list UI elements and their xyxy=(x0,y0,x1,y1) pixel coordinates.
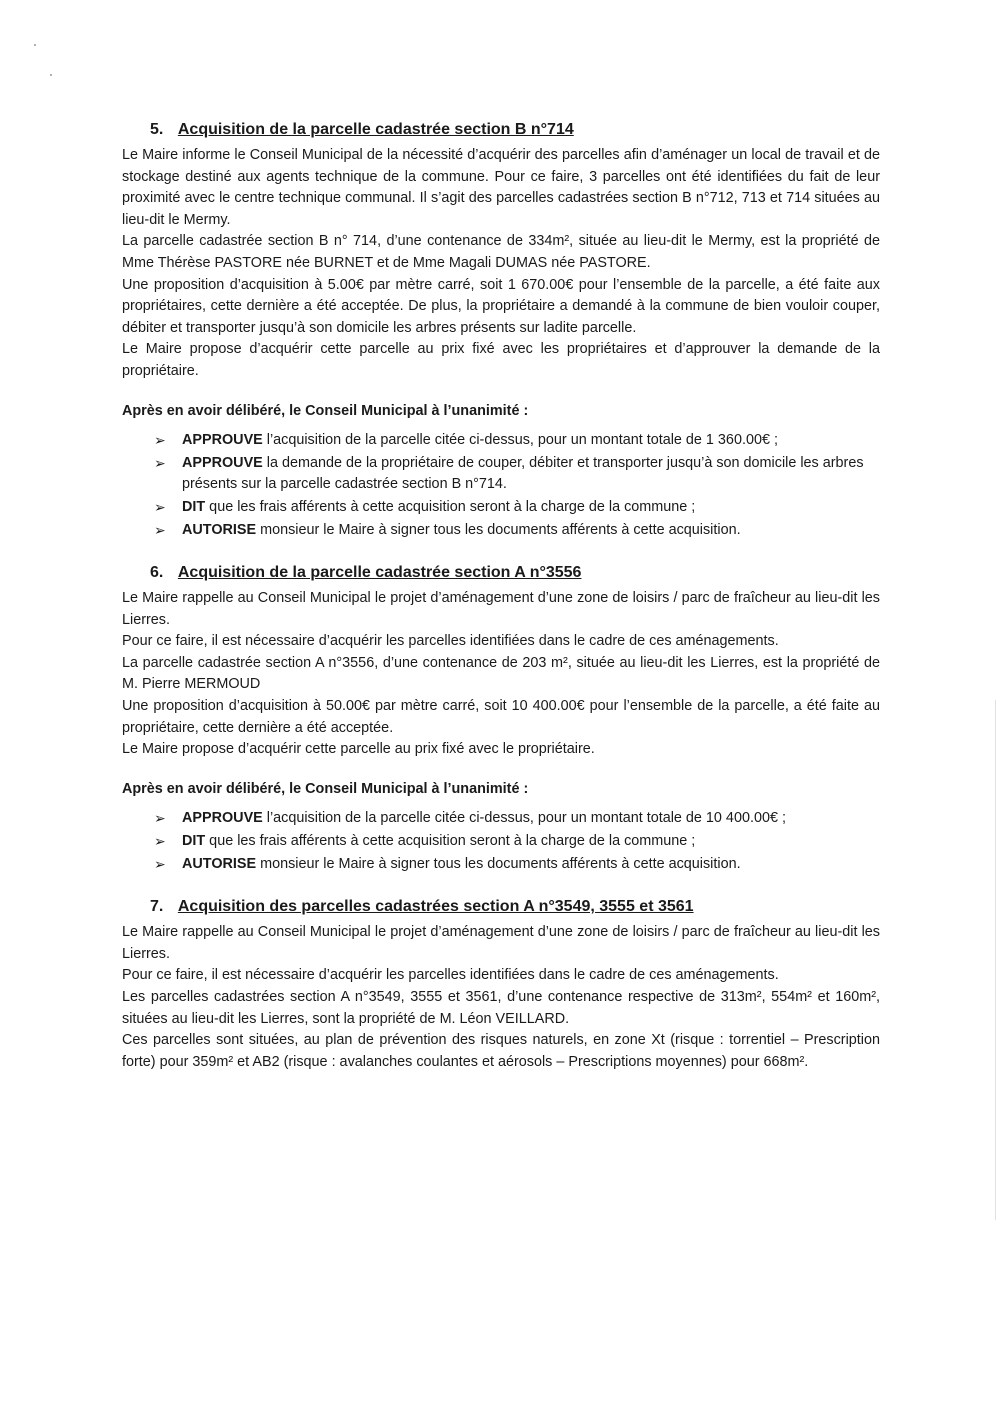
decision-verb: APPROUVE xyxy=(182,810,263,827)
decision-text: que les frais afférents à cette acquisition seront à la charge de la commune ; xyxy=(205,498,696,515)
section-7 xyxy=(122,895,880,1073)
section-heading: Acquisition des parcelles cadastrées section A n°3549, 3555 et 3561 xyxy=(177,898,694,916)
deliberation-heading: Après en avoir délibéré, le Conseil Municipal à l’unanimité : xyxy=(122,402,529,419)
scan-edge xyxy=(995,700,996,1220)
paragraph: Le Maire propose d’acquérir cette parcelle au prix fixé avec le propriétaire. xyxy=(122,741,595,758)
arrow-bullet-icon: ➢ xyxy=(154,833,166,850)
decision-list xyxy=(122,430,880,541)
paragraph: Une proposition d’acquisition à 50.00€ par mètre carré, soit 10 400.00€ pour l’ensemble de la parcelle, a été faite au propriétaire, cette dernière a été acceptée. xyxy=(122,698,880,736)
decision-verb: AUTORISE xyxy=(182,855,257,872)
paragraph: Le Maire rappelle au Conseil Municipal le projet d’aménagement d’une zone de loisirs / parc de fraîcheur au lieu-dit les Lierres. xyxy=(122,590,880,628)
paragraph: Une proposition d’acquisition à 5.00€ par mètre carré, soit 1 670.00€ pour l’ensemble de la parcelle, a été faite aux propriétaires, cette dernière a été acceptée. De plus, la propriétaire a demandé à la commune de bien vouloir couper, débiter et transporter jusqu’à son domicile les arbres présents sur ladite parcelle. xyxy=(122,276,880,336)
paragraph: Les parcelles cadastrées section A n°3549, 3555 et 3561, d’une contenance respective de 313m², 554m² et 160m², situées au lieu-dit les Lierres, sont la propriété de M. Léon VEILLARD. xyxy=(122,989,880,1027)
arrow-bullet-icon: ➢ xyxy=(154,432,166,449)
scan-speck xyxy=(50,74,52,76)
decision-item xyxy=(122,854,880,876)
decision-item xyxy=(122,831,880,853)
paragraph: Le Maire informe le Conseil Municipal de la nécessité d’acquérir des parcelles afin d’aménager un local de travail et de stockage destiné aux agents technique de la commune. Pour ce faire, 3 parcelles ont été identifiées du fait de leur proximité avec le centre technique communal. Il s’agit des parcelles cadastrées section B n°712, 713 et 714 situées au lieu-dit le Mermy. xyxy=(122,147,880,228)
section-title xyxy=(150,561,880,585)
paragraph: La parcelle cadastrée section B n° 714, d’une contenance de 334m², située au lieu-dit le Mermy, est la propriété de Mme Thérèse PASTORE née BURNET et de Mme Magali DUMAS née PASTORE. xyxy=(122,233,880,271)
decision-text: l’acquisition de la parcelle citée ci-dessus, pour un montant totale de 10 400.00€ ; xyxy=(262,810,786,827)
arrow-bullet-icon: ➢ xyxy=(154,454,166,471)
arrow-bullet-icon: ➢ xyxy=(154,810,166,827)
decision-verb: APPROUVE xyxy=(182,454,263,471)
paragraph: Pour ce faire, il est nécessaire d’acquérir les parcelles identifiées dans le cadre de ces aménagements. xyxy=(122,633,779,650)
paragraph: Le Maire propose d’acquérir cette parcelle au prix fixé avec les propriétaires et d’approuver la demande de la propriétaire. xyxy=(122,341,880,379)
decision-item xyxy=(122,453,880,496)
decision-item xyxy=(122,520,880,542)
section-number: 5. xyxy=(150,121,164,138)
section-number: 7. xyxy=(150,898,164,916)
section-number: 6. xyxy=(150,564,164,582)
decision-verb: DIT xyxy=(182,833,206,850)
section-title xyxy=(150,118,880,142)
document-body xyxy=(122,118,880,1093)
arrow-bullet-icon: ➢ xyxy=(154,498,166,515)
arrow-bullet-icon: ➢ xyxy=(154,855,166,872)
decision-text: monsieur le Maire à signer tous les documents afférents à cette acquisition. xyxy=(256,521,741,538)
decision-item xyxy=(122,497,880,519)
decision-verb: APPROUVE xyxy=(182,432,263,449)
section-title xyxy=(150,895,880,919)
section-6 xyxy=(122,561,880,875)
decision-text: l’acquisition de la parcelle citée ci-dessus, pour un montant totale de 1 360.00€ ; xyxy=(262,432,778,449)
paragraph: Pour ce faire, il est nécessaire d’acquérir les parcelles identifiées dans le cadre de ces aménagements. xyxy=(122,967,779,984)
decision-verb: AUTORISE xyxy=(182,521,257,538)
decision-text: monsieur le Maire à signer tous les documents afférents à cette acquisition. xyxy=(256,855,741,872)
paragraph: Ces parcelles sont situées, au plan de prévention des risques naturels, en zone Xt (risque : torrentiel – Prescription forte) pour 359m² et AB2 (risque : avalanches coulantes et aérosols – Prescriptions moyennes) pour 668m². xyxy=(122,1032,880,1070)
arrow-bullet-icon: ➢ xyxy=(154,521,166,538)
decision-text: que les frais afférents à cette acquisition seront à la charge de la commune ; xyxy=(205,833,696,850)
decision-item xyxy=(122,430,880,452)
section-5 xyxy=(122,118,880,541)
decision-item xyxy=(122,808,880,830)
deliberation-heading: Après en avoir délibéré, le Conseil Municipal à l’unanimité : xyxy=(122,780,529,797)
decision-list xyxy=(122,808,880,875)
decision-text: la demande de la propriétaire de couper, débiter et transporter jusqu’à son domicile les arbres présents sur la parcelle cadastrée section B n°714. xyxy=(182,454,864,493)
decision-verb: DIT xyxy=(182,498,206,515)
scan-speck xyxy=(34,44,36,46)
section-heading: Acquisition de la parcelle cadastrée section A n°3556 xyxy=(177,564,582,582)
section-heading: Acquisition de la parcelle cadastrée section B n°714 xyxy=(177,121,574,138)
paragraph: Le Maire rappelle au Conseil Municipal le projet d’aménagement d’une zone de loisirs / parc de fraîcheur au lieu-dit les Lierres. xyxy=(122,924,880,962)
paragraph: La parcelle cadastrée section A n°3556, d’une contenance de 203 m², située au lieu-dit les Lierres, est la propriété de M. Pierre MERMOUD xyxy=(122,654,880,693)
